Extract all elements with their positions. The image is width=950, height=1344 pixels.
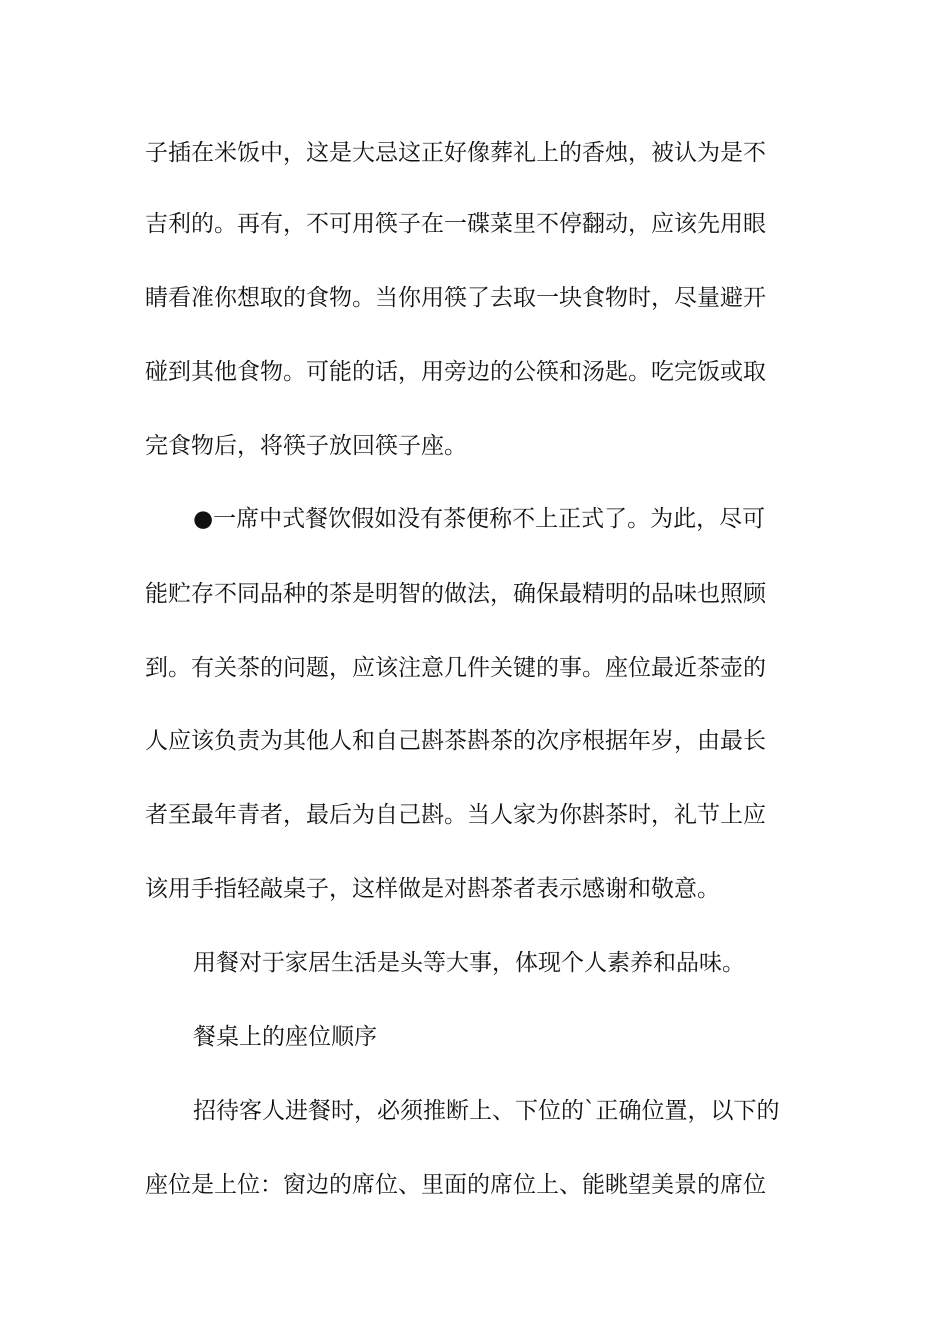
text-line: 该用手指轻敲桌子，这样做是对斟茶者表示感谢和敬意。 [145, 876, 720, 902]
text-line: 碰到其他食物。可能的话，用旁边的公筷和汤匙。吃完饭或取 [145, 359, 766, 385]
section-heading: 餐桌上的座位顺序 [193, 1024, 377, 1050]
text-line: 子插在米饭中，这是大忌这正好像葬礼上的香烛，被认为是不 [145, 140, 766, 166]
text-line: 睛看准你想取的食物。当你用筷了去取一块食物时，尽量避开 [145, 285, 766, 311]
text-line: 能贮存不同品种的茶是明智的做法，确保最精明的品味也照顾 [145, 581, 766, 607]
text-line: 人应该负责为其他人和自己斟茶斟茶的次序根据年岁，由最长 [145, 728, 766, 754]
text-line: 座位是上位：窗边的席位、里面的席位上、能眺望美景的席位 [145, 1172, 766, 1198]
text-line: 吉利的。再有，不可用筷子在一碟菜里不停翻动，应该先用眼 [145, 211, 766, 237]
text-line: ●一席中式餐饮假如没有茶便称不上正式了。为此，尽可 [193, 506, 766, 532]
text-line: 完食物后，将筷子放回筷子座。 [145, 433, 467, 459]
text-line: 者至最年青者，最后为自己斟。当人家为你斟茶时，礼节上应 [145, 802, 766, 828]
paragraph-dining-importance: 用餐对于家居生活是头等大事，体现个人素养和品味。 [193, 950, 745, 976]
text-line: 到。有关茶的问题，应该注意几件关键的事。座位最近茶壶的 [145, 655, 766, 681]
text-line: 招待客人进餐时，必须推断上、下位的`正确位置，以下的 [193, 1098, 780, 1124]
